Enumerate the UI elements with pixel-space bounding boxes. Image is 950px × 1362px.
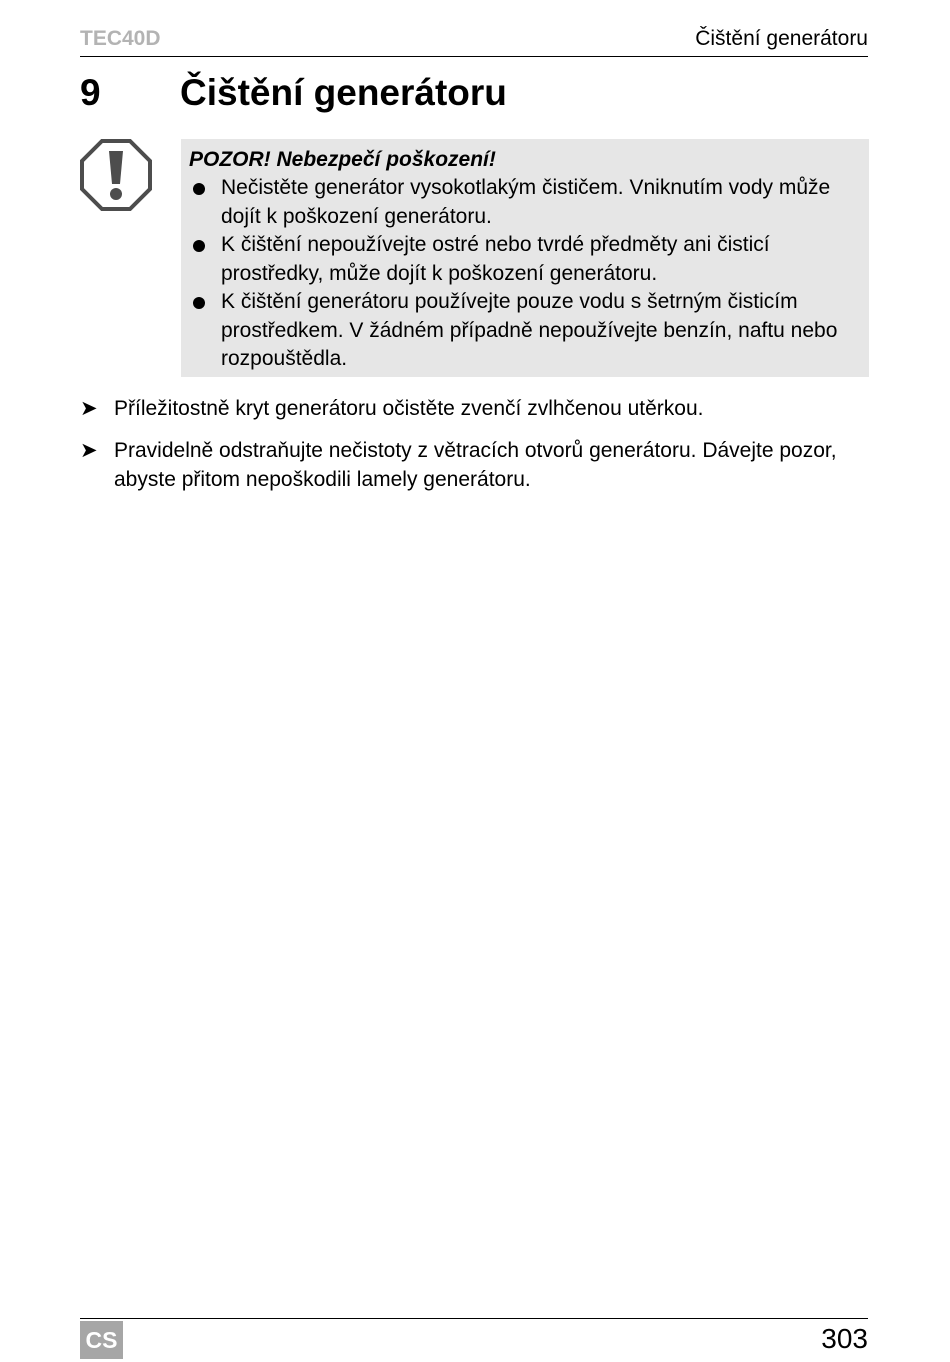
notice-item xyxy=(189,288,859,374)
arrow-icon: ➤ xyxy=(80,397,98,420)
notice-list xyxy=(189,174,859,374)
caution-notice xyxy=(181,139,869,377)
page-number: 303 xyxy=(821,1323,868,1354)
instruction-step-text: Pravidelně odstraňujte nečistoty z větracích otvorů generátoru. Dávejte pozor, abyste přitom nepoškodili lamely generátoru. xyxy=(114,439,837,491)
header-model: TEC40D xyxy=(80,27,161,50)
notice-item-text: K čištění generátoru používejte pouze vodu s šetrným čisticím prostředkem. V žádném případně nepoužívejte benzín, naftu nebo rozpouštědla. xyxy=(221,290,838,370)
chapter-number: 9 xyxy=(80,72,101,113)
notice-title: POZOR! Nebezpečí poškození! xyxy=(189,148,496,171)
footer-divider xyxy=(80,1318,868,1319)
instruction-step xyxy=(80,394,870,423)
bullet-icon xyxy=(193,240,205,252)
notice-item-text: K čištění nepoužívejte ostré nebo tvrdé předměty ani čisticí prostředky, může dojít k poškození generátoru. xyxy=(221,233,770,285)
bullet-icon xyxy=(193,297,205,309)
notice-item-text: Nečistěte generátor vysokotlakým čističem. Vniknutím vody může dojít k poškození generátoru. xyxy=(221,176,831,228)
notice-item xyxy=(189,174,859,231)
instruction-step xyxy=(80,436,870,494)
chapter-title: Čištění generátoru xyxy=(180,72,507,113)
bullet-icon xyxy=(193,183,205,195)
arrow-icon: ➤ xyxy=(80,439,98,462)
header-section-title: Čištění generátoru xyxy=(695,27,868,50)
exclamation-octagon-icon xyxy=(79,138,153,212)
instruction-step-text: Příležitostně kryt generátoru očistěte zvenčí zvlhčenou utěrkou. xyxy=(114,397,704,420)
language-badge: CS xyxy=(80,1321,123,1359)
header-divider xyxy=(80,56,868,57)
notice-item xyxy=(189,231,859,288)
